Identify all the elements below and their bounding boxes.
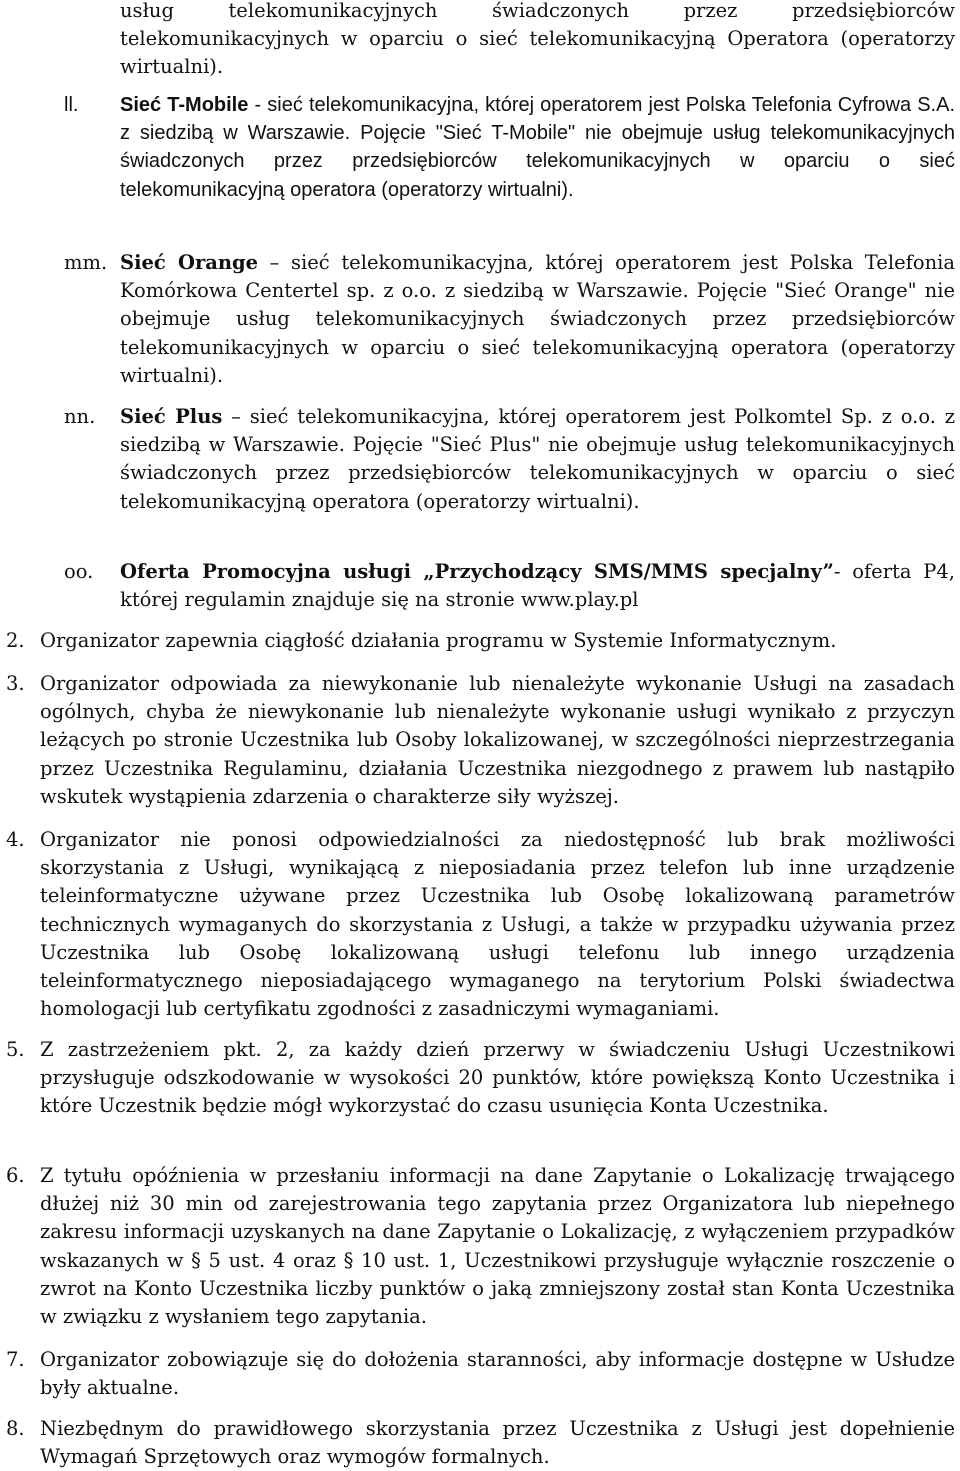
sub-item-marker: oo. [64, 560, 94, 583]
sub-item-marker: ll. [64, 94, 79, 116]
paragraph-text: Z zastrzeżeniem pkt. 2, za każdy dzień przerwy w świadczeniu Usługi Uczestnikowi przysługuje odszkodowanie w wysokości 20 punktów, które powiększą Konto Uczestnika i które Uczestnik będzie mógł wykorzystać do czasu usunięcia Konta Uczestnika. [40, 1038, 955, 1118]
paragraph-3 [6, 670, 955, 811]
paragraph-number: 2. [6, 629, 25, 652]
paragraph-6 [6, 1162, 955, 1331]
sub-item-term: Sieć Orange [120, 251, 259, 274]
paragraph-number: 4. [6, 828, 25, 851]
sub-item-term: Oferta Promocyjna usługi „Przychodzący SMS/MMS specjalny” [120, 560, 834, 583]
sub-item-oo [64, 558, 955, 614]
sub-item-term: Sieć T-Mobile [120, 94, 249, 116]
paragraph-2 [6, 627, 955, 655]
paragraph-8 [6, 1415, 955, 1471]
paragraph-text: Organizator zobowiązuje się do dołożenia staranności, aby informacje dostępne w Usłudze były aktualne. [40, 1348, 955, 1400]
paragraph-number: 6. [6, 1164, 25, 1187]
paragraph-4 [6, 826, 955, 1023]
paragraph-number: 3. [6, 672, 25, 695]
paragraph-text: Organizator zapewnia ciągłość działania programu w Systemie Informatycznym. [40, 629, 837, 652]
paragraph-text: Z tytułu opóźnienia w przesłaniu informacji na dane Zapytanie o Lokalizację trwającego dłużej niż 30 min od zarejestrowania tego zapytania przez Organizatora lub niepełnego zakresu informacji uzyskanych na dane Zapytanie o Lokalizację, z wyłączeniem przypadków wskazanych w § 5 ust. 4 oraz § 10 ust. 1, Uczestnikowi przysługuje wyłącznie roszczenie o zwrot na Konto Uczestnika liczby punktów o jaką zmniejszony został stan Konta Uczestnika w związku z wysłaniem tego zapytania. [40, 1164, 955, 1329]
paragraph-number: 7. [6, 1348, 25, 1371]
sub-item-text: - sieć telekomunikacyjna, której operatorem jest Polska Telefonia Cyfrowa S.A. z siedzibą w Warszawie. Pojęcie "Sieć T-Mobile" nie obejmuje usług telekomunikacyjnych świadczonych przez przedsiębiorców telekomunikacyjnych w oparciu o sieć telekomunikacyjną operatora (operatorzy wirtualni). [120, 94, 955, 201]
sub-item-marker: nn. [64, 405, 96, 428]
continuation-text: usług telekomunikacyjnych świadczonych przez przedsiębiorców telekomunikacyjnych w oparciu o sieć telekomunikacyjną Operatora (operatorzy wirtualni). [120, 0, 955, 79]
sub-item-term: Sieć Plus [120, 405, 223, 428]
sub-item-mm [64, 249, 955, 390]
sub-item-text: - oferta P4, której regulamin znajduje się na stronie www.play.pl [120, 560, 955, 612]
continuation-paragraph [120, 0, 955, 82]
sub-item-text: – sieć telekomunikacyjna, której operatorem jest Polska Telefonia Komórkowa Centertel sp. z o.o. z siedzibą w Warszawie. Pojęcie "Sieć Orange" nie obejmuje usług telekomunikacyjnych świadczonych przez przedsiębiorców telekomunikacyjnych w oparciu o sieć telekomunikacyjną operatora (operatorzy wirtualni). [120, 251, 955, 387]
paragraph-text: Organizator odpowiada za niewykonanie lub nienależyte wykonanie Usługi na zasadach ogólnych, chyba że niewykonanie lub nienależyte wykonanie usługi wynikało z przyczyn leżących po stronie Uczestnika lub Osoby lokalizowanej, w szczególności nieprzestrzegania przez Uczestnika Regulaminu, działania Uczestnika niezgodnego z prawem lub nastąpiło wskutek wystąpienia zdarzenia o charakterze siły wyższej. [40, 672, 955, 808]
sub-item-nn [64, 403, 955, 516]
sub-item-text: – sieć telekomunikacyjna, której operatorem jest Polkomtel Sp. z o.o. z siedzibą w Warszawie. Pojęcie "Sieć Plus" nie obejmuje usług telekomunikacyjnych świadczonych przez przedsiębiorców telekomunikacyjnych w oparciu o sieć telekomunikacyjną operatora (operatorzy wirtualni). [120, 405, 955, 513]
paragraph-text: Organizator nie ponosi odpowiedzialności za niedostępność lub brak możliwości skorzystania z Usługi, wynikającą z nieposiadania przez telefon lub inne urządzenie teleinformatyczne używane przez Uczestnika lub Osobę lokalizowaną parametrów technicznych wymaganych do skorzystania z Usługi, a także w przypadku używania przez Uczestnika lub Osobę lokalizowaną usługi telefonu lub innego urządzenia teleinformatycznego nieposiadającego wymaganego na terytorium Polski świadectwa homologacji lub certyfikatu zgodności z zasadniczymi wymaganiami. [40, 828, 955, 1021]
paragraph-number: 8. [6, 1417, 25, 1440]
sub-item-marker: mm. [64, 251, 108, 274]
paragraph-number: 5. [6, 1038, 25, 1061]
paragraph-7 [6, 1346, 955, 1402]
paragraph-text: Niezbędnym do prawidłowego skorzystania przez Uczestnika z Usługi jest dopełnienie Wymagań Sprzętowych oraz wymogów formalnych. [40, 1417, 955, 1469]
sub-item-ll [64, 91, 955, 204]
paragraph-5 [6, 1036, 955, 1121]
